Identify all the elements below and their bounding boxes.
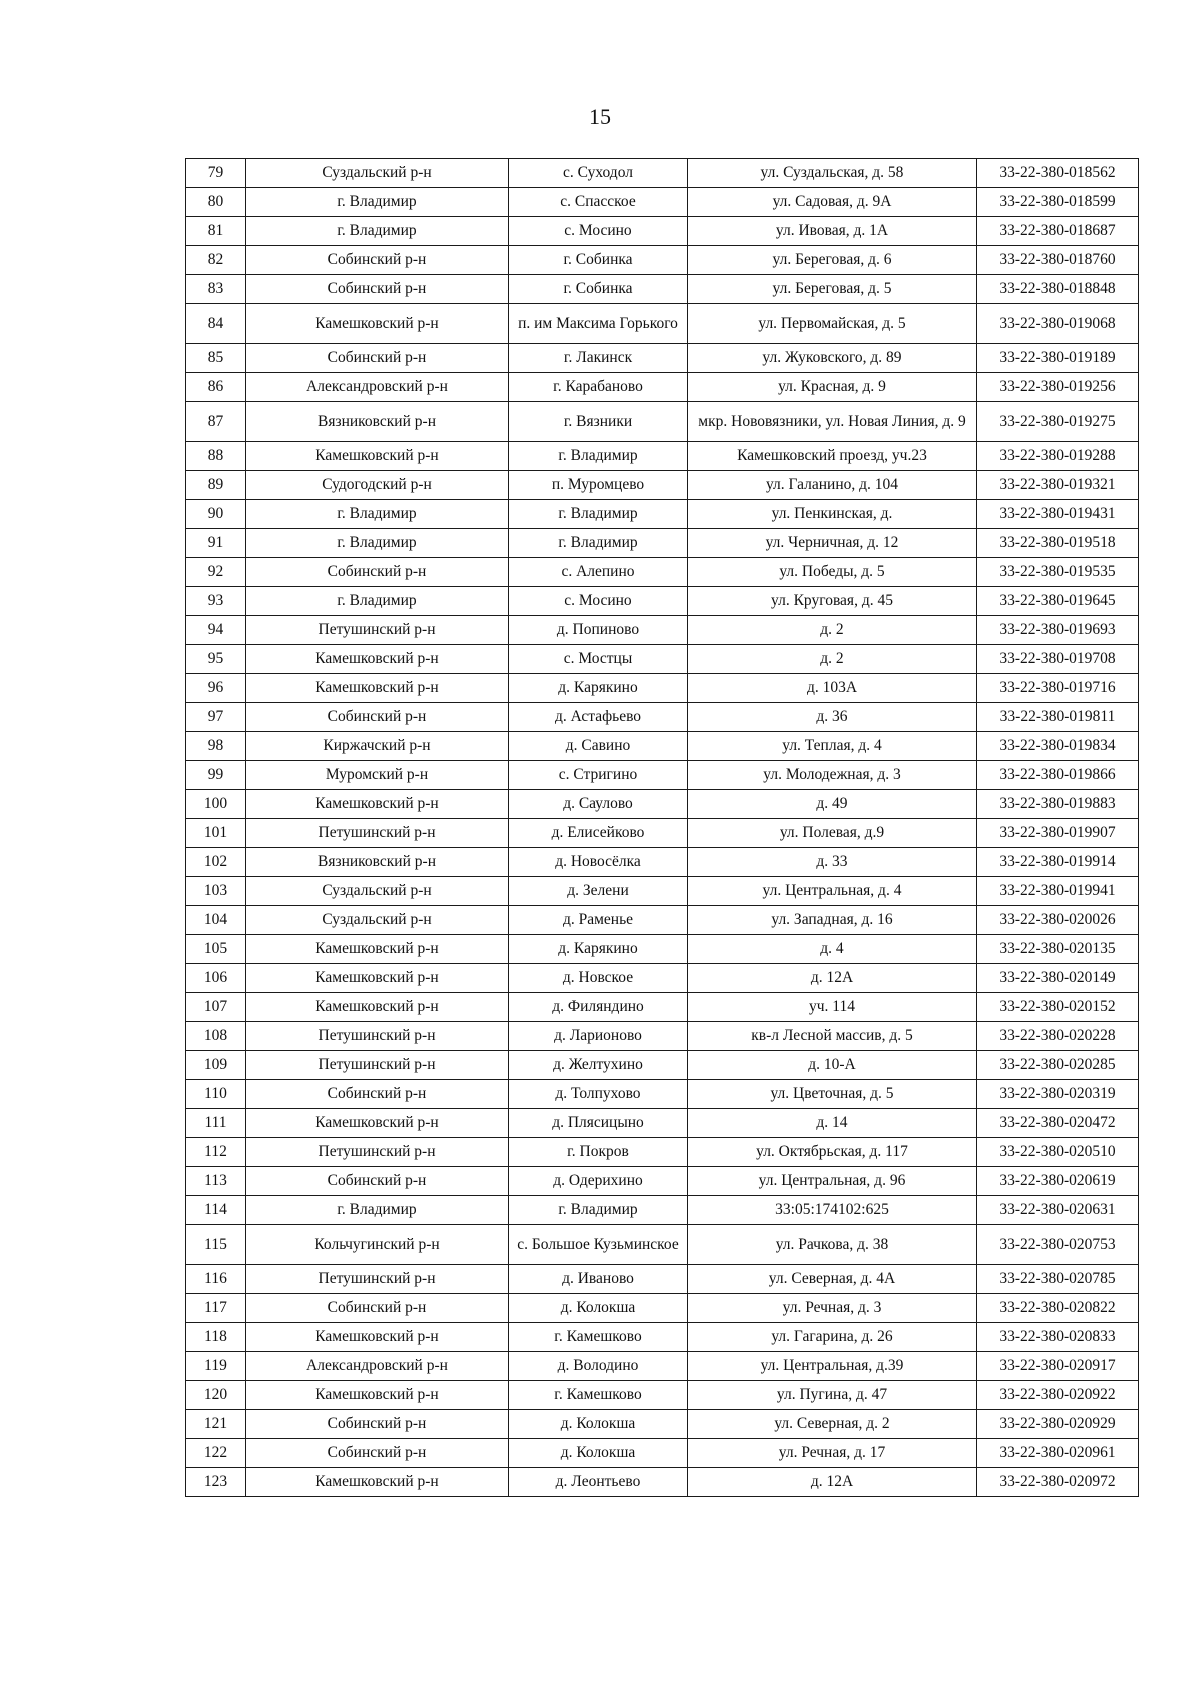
- registry-code-cell: 33-22-380-019535: [977, 558, 1139, 587]
- table-row: [186, 993, 1139, 1022]
- locality-cell: д. Колокша: [509, 1439, 688, 1468]
- district-cell: Кольчугинский р-н: [246, 1225, 509, 1265]
- district-cell: г. Владимир: [246, 1196, 509, 1225]
- district-cell: Собинский р-н: [246, 1410, 509, 1439]
- district-cell: г. Владимир: [246, 188, 509, 217]
- address-cell: д. 103А: [688, 674, 977, 703]
- registry-code-cell: 33-22-380-020929: [977, 1410, 1139, 1439]
- address-cell: ул. Жуковского, д. 89: [688, 344, 977, 373]
- address-cell: ул. Гагарина, д. 26: [688, 1323, 977, 1352]
- registry-code-cell: 33-22-380-020319: [977, 1080, 1139, 1109]
- table-row: [186, 1109, 1139, 1138]
- locality-cell: д. Володино: [509, 1352, 688, 1381]
- row-number: 89: [186, 471, 246, 500]
- table-row: [186, 1167, 1139, 1196]
- table-row: [186, 442, 1139, 471]
- table-row: [186, 1410, 1139, 1439]
- locality-cell: д. Карякино: [509, 935, 688, 964]
- row-number: 86: [186, 373, 246, 402]
- locality-cell: п. Муромцево: [509, 471, 688, 500]
- registry-code-cell: 33-22-380-020753: [977, 1225, 1139, 1265]
- row-number: 88: [186, 442, 246, 471]
- address-cell: Камешковский проезд, уч.23: [688, 442, 977, 471]
- registry-code-cell: 33-22-380-018687: [977, 217, 1139, 246]
- address-cell: ул. Береговая, д. 5: [688, 275, 977, 304]
- locality-cell: г. Лакинск: [509, 344, 688, 373]
- row-number: 81: [186, 217, 246, 246]
- district-cell: Собинский р-н: [246, 1080, 509, 1109]
- row-number: 100: [186, 790, 246, 819]
- locality-cell: д. Ларионово: [509, 1022, 688, 1051]
- address-cell: ул. Галанино, д. 104: [688, 471, 977, 500]
- district-cell: Муромский р-н: [246, 761, 509, 790]
- address-cell: мкр. Нововязники, ул. Новая Линия, д. 9: [688, 402, 977, 442]
- table-row: [186, 1468, 1139, 1497]
- address-cell: ул. Береговая, д. 6: [688, 246, 977, 275]
- address-cell: ул. Цветочная, д. 5: [688, 1080, 977, 1109]
- district-cell: Петушинский р-н: [246, 1051, 509, 1080]
- row-number: 102: [186, 848, 246, 877]
- table-row: [186, 877, 1139, 906]
- registry-code-cell: 33-22-380-019907: [977, 819, 1139, 848]
- registry-code-cell: 33-22-380-020822: [977, 1294, 1139, 1323]
- table-row: [186, 275, 1139, 304]
- registry-code-cell: 33-22-380-020785: [977, 1265, 1139, 1294]
- locality-cell: д. Раменье: [509, 906, 688, 935]
- row-number: 111: [186, 1109, 246, 1138]
- row-number: 83: [186, 275, 246, 304]
- table-row: [186, 964, 1139, 993]
- address-cell: д. 36: [688, 703, 977, 732]
- table-row: [186, 1022, 1139, 1051]
- locality-cell: д. Новосёлка: [509, 848, 688, 877]
- row-number: 109: [186, 1051, 246, 1080]
- table-row: [186, 1080, 1139, 1109]
- locality-cell: г. Владимир: [509, 500, 688, 529]
- row-number: 103: [186, 877, 246, 906]
- registry-code-cell: 33-22-380-020922: [977, 1381, 1139, 1410]
- table-row: [186, 761, 1139, 790]
- row-number: 121: [186, 1410, 246, 1439]
- address-cell: ул. Рачкова, д. 38: [688, 1225, 977, 1265]
- district-cell: г. Владимир: [246, 587, 509, 616]
- row-number: 116: [186, 1265, 246, 1294]
- address-cell: ул. Центральная, д. 4: [688, 877, 977, 906]
- district-cell: Собинский р-н: [246, 1167, 509, 1196]
- table-row: [186, 906, 1139, 935]
- address-cell: ул. Черничная, д. 12: [688, 529, 977, 558]
- registry-code-cell: 33-22-380-020619: [977, 1167, 1139, 1196]
- row-number: 97: [186, 703, 246, 732]
- registry-code-cell: 33-22-380-019275: [977, 402, 1139, 442]
- address-cell: ул. Пугина, д. 47: [688, 1381, 977, 1410]
- row-number: 80: [186, 188, 246, 217]
- district-cell: Вязниковский р-н: [246, 848, 509, 877]
- table-row: [186, 1323, 1139, 1352]
- locality-cell: д. Одерихино: [509, 1167, 688, 1196]
- row-number: 112: [186, 1138, 246, 1167]
- table-row: [186, 1138, 1139, 1167]
- district-cell: Камешковский р-н: [246, 993, 509, 1022]
- table-row: [186, 1265, 1139, 1294]
- table-row: [186, 819, 1139, 848]
- row-number: 118: [186, 1323, 246, 1352]
- district-cell: Собинский р-н: [246, 558, 509, 587]
- locality-cell: г. Камешково: [509, 1381, 688, 1410]
- address-cell: ул. Молодежная, д. 3: [688, 761, 977, 790]
- district-cell: Собинский р-н: [246, 246, 509, 275]
- locality-cell: г. Владимир: [509, 1196, 688, 1225]
- table-row: [186, 1225, 1139, 1265]
- row-number: 87: [186, 402, 246, 442]
- registry-code-cell: 33-22-380-019811: [977, 703, 1139, 732]
- registry-code-cell: 33-22-380-018760: [977, 246, 1139, 275]
- table-row: [186, 1051, 1139, 1080]
- table-row: [186, 616, 1139, 645]
- locality-cell: с. Суходол: [509, 159, 688, 188]
- district-cell: Собинский р-н: [246, 344, 509, 373]
- registry-code-cell: 33-22-380-019068: [977, 304, 1139, 344]
- address-cell: д. 12А: [688, 964, 977, 993]
- table-row: [186, 188, 1139, 217]
- registry-code-cell: 33-22-380-019321: [977, 471, 1139, 500]
- registry-code-cell: 33-22-380-019518: [977, 529, 1139, 558]
- registry-code-cell: 33-22-380-019693: [977, 616, 1139, 645]
- district-cell: Камешковский р-н: [246, 790, 509, 819]
- address-cell: ул. Садовая, д. 9А: [688, 188, 977, 217]
- row-number: 84: [186, 304, 246, 344]
- locality-cell: д. Елисейково: [509, 819, 688, 848]
- row-number: 123: [186, 1468, 246, 1497]
- district-cell: Камешковский р-н: [246, 674, 509, 703]
- registry-code-cell: 33-22-380-019834: [977, 732, 1139, 761]
- locality-cell: д. Зелени: [509, 877, 688, 906]
- address-cell: д. 49: [688, 790, 977, 819]
- locality-cell: с. Мостцы: [509, 645, 688, 674]
- registry-code-cell: 33-22-380-019716: [977, 674, 1139, 703]
- table-row: [186, 402, 1139, 442]
- registry-code-cell: 33-22-380-020961: [977, 1439, 1139, 1468]
- table-row: [186, 344, 1139, 373]
- district-cell: Суздальский р-н: [246, 159, 509, 188]
- table-row: [186, 373, 1139, 402]
- address-cell: ул. Ивовая, д. 1А: [688, 217, 977, 246]
- address-cell: д. 33: [688, 848, 977, 877]
- district-cell: Суздальский р-н: [246, 906, 509, 935]
- registry-code-cell: 33-22-380-019645: [977, 587, 1139, 616]
- registry-code-cell: 33-22-380-020631: [977, 1196, 1139, 1225]
- registry-code-cell: 33-22-380-019189: [977, 344, 1139, 373]
- row-number: 93: [186, 587, 246, 616]
- district-cell: Собинский р-н: [246, 703, 509, 732]
- row-number: 101: [186, 819, 246, 848]
- registry-code-cell: 33-22-380-020285: [977, 1051, 1139, 1080]
- registry-code-cell: 33-22-380-019914: [977, 848, 1139, 877]
- locality-cell: д. Колокша: [509, 1294, 688, 1323]
- registry-code-cell: 33-22-380-020917: [977, 1352, 1139, 1381]
- locality-cell: с. Большое Кузьминское: [509, 1225, 688, 1265]
- table-row: [186, 732, 1139, 761]
- table-row: [186, 848, 1139, 877]
- locality-cell: с. Мосино: [509, 587, 688, 616]
- table-row: [186, 1352, 1139, 1381]
- locality-cell: д. Леонтьево: [509, 1468, 688, 1497]
- district-cell: Камешковский р-н: [246, 1109, 509, 1138]
- table-row: [186, 471, 1139, 500]
- page-number: 15: [589, 104, 611, 129]
- district-cell: Камешковский р-н: [246, 935, 509, 964]
- locality-cell: д. Колокша: [509, 1410, 688, 1439]
- district-cell: Судогодский р-н: [246, 471, 509, 500]
- address-cell: д. 10-А: [688, 1051, 977, 1080]
- row-number: 122: [186, 1439, 246, 1468]
- row-number: 92: [186, 558, 246, 587]
- registry-code-cell: 33-22-380-019941: [977, 877, 1139, 906]
- address-cell: д. 2: [688, 645, 977, 674]
- locality-cell: д. Новское: [509, 964, 688, 993]
- row-number: 110: [186, 1080, 246, 1109]
- district-cell: Камешковский р-н: [246, 1381, 509, 1410]
- row-number: 82: [186, 246, 246, 275]
- locality-cell: д. Желтухино: [509, 1051, 688, 1080]
- registry-code-cell: 33-22-380-020135: [977, 935, 1139, 964]
- row-number: 90: [186, 500, 246, 529]
- table-row: [186, 790, 1139, 819]
- row-number: 94: [186, 616, 246, 645]
- table-row: [186, 587, 1139, 616]
- table-row: [186, 500, 1139, 529]
- row-number: 117: [186, 1294, 246, 1323]
- locality-cell: г. Вязники: [509, 402, 688, 442]
- row-number: 114: [186, 1196, 246, 1225]
- registry-code-cell: 33-22-380-019883: [977, 790, 1139, 819]
- registry-code-cell: 33-22-380-020026: [977, 906, 1139, 935]
- row-number: 91: [186, 529, 246, 558]
- address-cell: ул. Северная, д. 4А: [688, 1265, 977, 1294]
- registry-code-cell: 33-22-380-018599: [977, 188, 1139, 217]
- row-number: 79: [186, 159, 246, 188]
- table-row: [186, 529, 1139, 558]
- district-cell: Петушинский р-н: [246, 819, 509, 848]
- registry-code-cell: 33-22-380-020152: [977, 993, 1139, 1022]
- locality-cell: г. Владимир: [509, 529, 688, 558]
- registry-code-cell: 33-22-380-020228: [977, 1022, 1139, 1051]
- district-cell: Суздальский р-н: [246, 877, 509, 906]
- district-cell: Собинский р-н: [246, 1439, 509, 1468]
- registry-code-cell: 33-22-380-018848: [977, 275, 1139, 304]
- registry-table: [185, 158, 1139, 1497]
- district-cell: Вязниковский р-н: [246, 402, 509, 442]
- address-cell: ул. Западная, д. 16: [688, 906, 977, 935]
- table-row: [186, 159, 1139, 188]
- registry-code-cell: 33-22-380-019708: [977, 645, 1139, 674]
- locality-cell: г. Покров: [509, 1138, 688, 1167]
- registry-code-cell: 33-22-380-020833: [977, 1323, 1139, 1352]
- registry-code-cell: 33-22-380-019288: [977, 442, 1139, 471]
- district-cell: Петушинский р-н: [246, 1265, 509, 1294]
- registry-code-cell: 33-22-380-019256: [977, 373, 1139, 402]
- registry-code-cell: 33-22-380-019866: [977, 761, 1139, 790]
- address-cell: ул. Победы, д. 5: [688, 558, 977, 587]
- table-row: [186, 1439, 1139, 1468]
- district-cell: Камешковский р-н: [246, 964, 509, 993]
- locality-cell: д. Толпухово: [509, 1080, 688, 1109]
- table-row: [186, 674, 1139, 703]
- address-cell: ул. Речная, д. 17: [688, 1439, 977, 1468]
- row-number: 96: [186, 674, 246, 703]
- locality-cell: с. Мосино: [509, 217, 688, 246]
- table-row: [186, 935, 1139, 964]
- table-row: [186, 703, 1139, 732]
- locality-cell: д. Филяндино: [509, 993, 688, 1022]
- district-cell: Петушинский р-н: [246, 1022, 509, 1051]
- district-cell: Александровский р-н: [246, 373, 509, 402]
- district-cell: Камешковский р-н: [246, 1323, 509, 1352]
- address-cell: уч. 114: [688, 993, 977, 1022]
- table-row: [186, 246, 1139, 275]
- registry-code-cell: 33-22-380-020149: [977, 964, 1139, 993]
- locality-cell: с. Спасское: [509, 188, 688, 217]
- address-cell: д. 14: [688, 1109, 977, 1138]
- row-number: 104: [186, 906, 246, 935]
- locality-cell: г. Камешково: [509, 1323, 688, 1352]
- address-cell: ул. Центральная, д. 96: [688, 1167, 977, 1196]
- row-number: 119: [186, 1352, 246, 1381]
- row-number: 120: [186, 1381, 246, 1410]
- row-number: 95: [186, 645, 246, 674]
- row-number: 98: [186, 732, 246, 761]
- locality-cell: д. Иваново: [509, 1265, 688, 1294]
- registry-code-cell: 33-22-380-020972: [977, 1468, 1139, 1497]
- row-number: 105: [186, 935, 246, 964]
- district-cell: Камешковский р-н: [246, 645, 509, 674]
- row-number: 108: [186, 1022, 246, 1051]
- district-cell: г. Владимир: [246, 500, 509, 529]
- row-number: 99: [186, 761, 246, 790]
- registry-code-cell: 33-22-380-020510: [977, 1138, 1139, 1167]
- district-cell: Камешковский р-н: [246, 442, 509, 471]
- locality-cell: д. Астафьево: [509, 703, 688, 732]
- locality-cell: г. Карабаново: [509, 373, 688, 402]
- locality-cell: д. Плясицыно: [509, 1109, 688, 1138]
- locality-cell: д. Савино: [509, 732, 688, 761]
- district-cell: Петушинский р-н: [246, 616, 509, 645]
- district-cell: г. Владимир: [246, 217, 509, 246]
- address-cell: кв-л Лесной массив, д. 5: [688, 1022, 977, 1051]
- table-row: [186, 645, 1139, 674]
- district-cell: г. Владимир: [246, 529, 509, 558]
- district-cell: Камешковский р-н: [246, 1468, 509, 1497]
- locality-cell: с. Алепино: [509, 558, 688, 587]
- table-row: [186, 558, 1139, 587]
- row-number: 85: [186, 344, 246, 373]
- address-cell: 33:05:174102:625: [688, 1196, 977, 1225]
- locality-cell: с. Стригино: [509, 761, 688, 790]
- district-cell: Камешковский р-н: [246, 304, 509, 344]
- district-cell: Собинский р-н: [246, 1294, 509, 1323]
- registry-code-cell: 33-22-380-020472: [977, 1109, 1139, 1138]
- table-row: [186, 217, 1139, 246]
- row-number: 106: [186, 964, 246, 993]
- row-number: 115: [186, 1225, 246, 1265]
- locality-cell: г. Собинка: [509, 246, 688, 275]
- table-row: [186, 304, 1139, 344]
- registry-code-cell: 33-22-380-018562: [977, 159, 1139, 188]
- registry-code-cell: 33-22-380-019431: [977, 500, 1139, 529]
- address-cell: ул. Круговая, д. 45: [688, 587, 977, 616]
- locality-cell: г. Владимир: [509, 442, 688, 471]
- address-cell: ул. Красная, д. 9: [688, 373, 977, 402]
- address-cell: ул. Речная, д. 3: [688, 1294, 977, 1323]
- address-cell: д. 4: [688, 935, 977, 964]
- locality-cell: п. им Максима Горького: [509, 304, 688, 344]
- district-cell: Собинский р-н: [246, 275, 509, 304]
- locality-cell: д. Саулово: [509, 790, 688, 819]
- address-cell: ул. Первомайская, д. 5: [688, 304, 977, 344]
- address-cell: ул. Суздальская, д. 58: [688, 159, 977, 188]
- locality-cell: г. Собинка: [509, 275, 688, 304]
- table-row: [186, 1196, 1139, 1225]
- address-cell: ул. Полевая, д.9: [688, 819, 977, 848]
- row-number: 113: [186, 1167, 246, 1196]
- district-cell: Петушинский р-н: [246, 1138, 509, 1167]
- address-cell: ул. Центральная, д.39: [688, 1352, 977, 1381]
- address-cell: д. 12А: [688, 1468, 977, 1497]
- address-cell: ул. Пенкинская, д.: [688, 500, 977, 529]
- district-cell: Киржачский р-н: [246, 732, 509, 761]
- address-cell: ул. Северная, д. 2: [688, 1410, 977, 1439]
- address-cell: ул. Теплая, д. 4: [688, 732, 977, 761]
- table-row: [186, 1294, 1139, 1323]
- registry-table-body: [186, 159, 1139, 1497]
- district-cell: Александровский р-н: [246, 1352, 509, 1381]
- locality-cell: д. Карякино: [509, 674, 688, 703]
- row-number: 107: [186, 993, 246, 1022]
- locality-cell: д. Попиново: [509, 616, 688, 645]
- table-row: [186, 1381, 1139, 1410]
- address-cell: д. 2: [688, 616, 977, 645]
- address-cell: ул. Октябрьская, д. 117: [688, 1138, 977, 1167]
